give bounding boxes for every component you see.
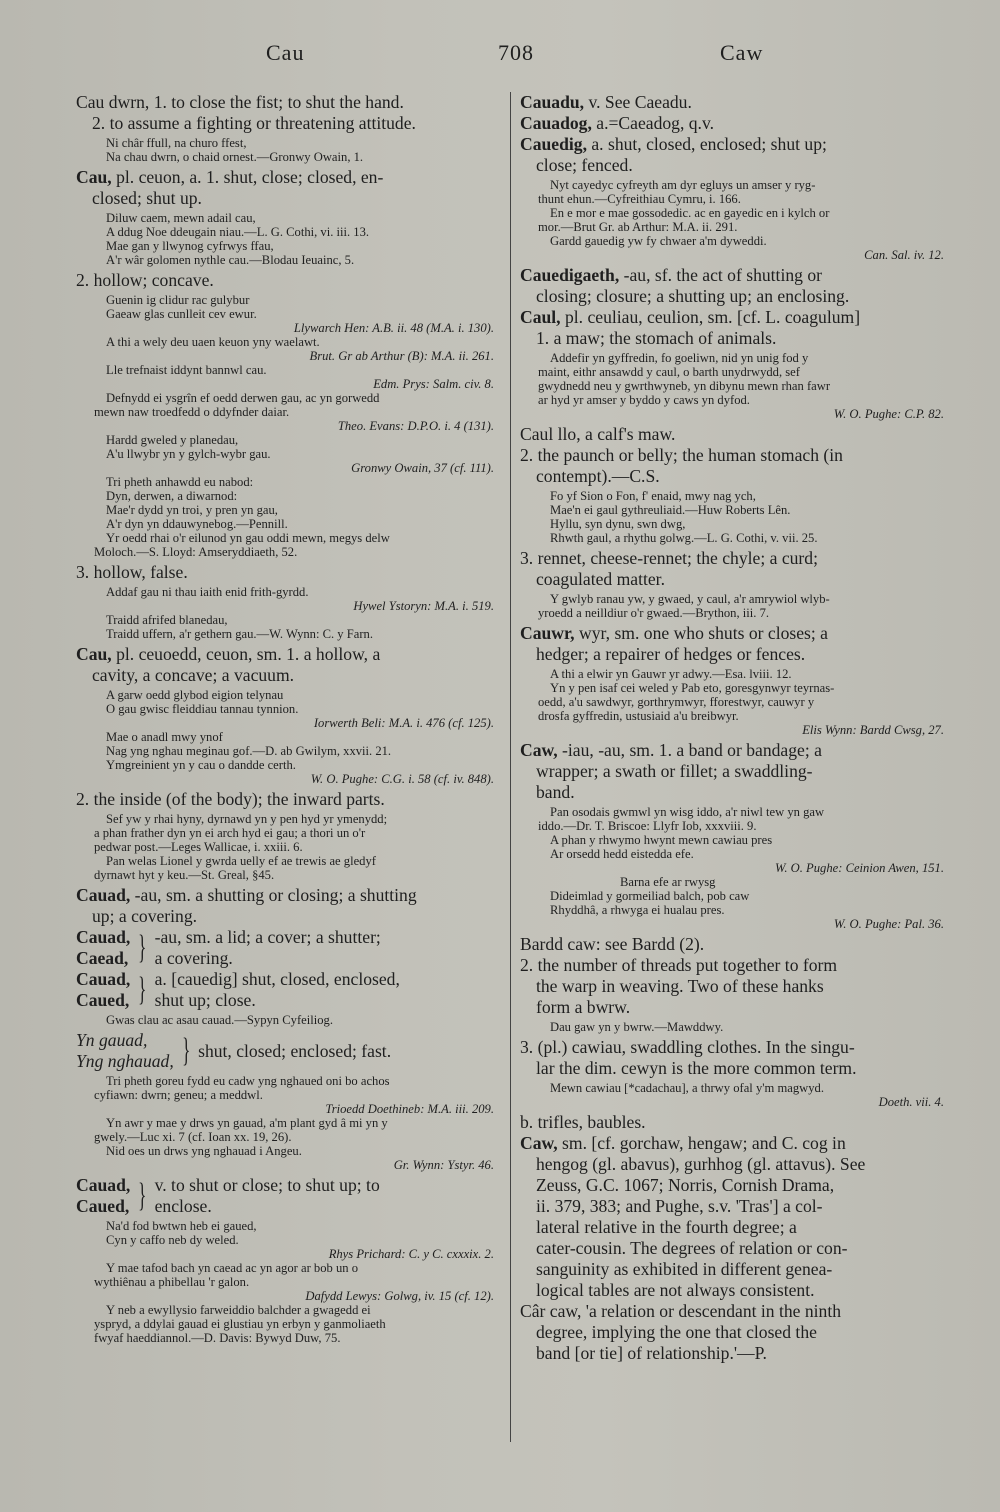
bracketed-headword: Yng nghauad,: [76, 1051, 174, 1071]
headword-entry-line: Cauedigaeth, -au, sf. the act of shutting or: [520, 265, 822, 285]
headword-entry-line: Cauedig, a. shut, closed, enclosed; shut up;: [520, 134, 827, 154]
definition-line: lateral relative in the fourth degree; a: [536, 1217, 797, 1237]
definition-line: 2. the paunch or belly; the human stomach (in: [520, 445, 843, 465]
citation-block: [520, 178, 952, 262]
citation-line: Yr oedd rhai o'r eilunod yn gau oddi mewn, megys delw: [106, 531, 390, 545]
citation-line: Cyn y caffo neb dy weled.: [106, 1233, 239, 1247]
headword-entry-line: Cauadu, v. See Caeadu.: [520, 92, 692, 112]
citation-line: Na chau dwrn, o chaid ornest.—Gronwy Owain, 1.: [106, 150, 364, 164]
citation-block: [520, 489, 952, 545]
definition-line: logical tables are not always consistent.: [536, 1280, 815, 1300]
citation-line: gwely.—Luc xi. 7 (cf. Ioan xx. 19, 26).: [94, 1130, 292, 1144]
citation-line: A ddug Noe ddeugain niau.—L. G. Cothi, vi. iii. 13.: [106, 225, 370, 239]
brace-mark: }: [138, 1177, 147, 1214]
citation-line: Yn y pen isaf cei weled y Pab eto, goresgynwyr teyrnas-: [550, 681, 835, 695]
citation-line: wythiênau a phibellau 'r galon.: [94, 1275, 250, 1289]
bracketed-headword: Caued,: [76, 990, 130, 1010]
citation-line: iddo.—Dr. T. Briscoe: Llyfr Iob, xxxviii. 9.: [538, 819, 757, 833]
citation-block: [520, 805, 952, 931]
citation-line: Ymgreinient yn y cau o dandde certh.: [106, 758, 296, 772]
bracketed-definition: enclose.: [154, 1196, 212, 1216]
headword-entry-line: Cauad, -au, sm. a shutting or closing; a shutting: [76, 885, 417, 905]
citation-source: Gr. Wynn: Ystyr. 46.: [393, 1158, 494, 1172]
page-number: 708: [498, 40, 534, 65]
citation-line: Tri pheth goreu fydd eu cadw yng nghaued oni bo achos: [106, 1074, 390, 1088]
citation-line: Mae'r dydd yn troi, y pren yn gau,: [106, 503, 278, 517]
citation-line: Ni châr ffull, na churo ffest,: [106, 136, 247, 150]
definition-line: 2. the inside (of the body); the inward parts.: [76, 789, 385, 809]
citation-block: [520, 667, 952, 737]
citation-block: [520, 351, 952, 421]
citation-line: Addefir yn gyffredin, fo goeliwn, nid yn unig fod y: [550, 351, 809, 365]
citation-line: drosfa gyffredin, ustusiaid a'u breibwyr.: [538, 709, 739, 723]
citation-source: Can. Sal. iv. 12.: [864, 248, 944, 262]
citation-line: Nag yng nghau meginau gof.—D. ab Gwilym, xxvii. 21.: [106, 744, 392, 758]
definition-line: 1. a maw; the stomach of animals.: [536, 328, 777, 348]
definition-line: Zeuss, G.C. 1067; Norris, Cornish Drama,: [536, 1175, 835, 1195]
citation-line: A'r wâr golomen nythle cau.—Blodau Ieuainc, 5.: [106, 253, 355, 267]
headword-entry-line: Cauadog, a.=Caeadog, q.v.: [520, 113, 714, 133]
citation-line: ar hyd yr amser y byddo y caws yn dyfod.: [538, 393, 750, 407]
citation-block: [520, 592, 952, 620]
citation-block: [76, 1074, 502, 1172]
bracketed-definition: a. [cauedig] shut, closed, enclosed,: [154, 969, 400, 989]
definition-line: up; a covering.: [92, 906, 198, 926]
definition-line: Bardd caw: see Bardd (2).: [520, 934, 705, 954]
citation-source: W. O. Pughe: C.G. i. 58 (cf. iv. 848).: [310, 772, 494, 786]
citation-line: Mae'n ei gaul gythreuliaid.—Huw Roberts Lên.: [550, 503, 791, 517]
column-divider: [510, 92, 511, 1442]
headword-entry-line: Caul, pl. ceuliau, ceulion, sm. [cf. L. coagulum]: [520, 307, 861, 327]
bracketed-headword: Caead,: [76, 948, 129, 968]
citation-source: Iorwerth Beli: M.A. i. 476 (cf. 125).: [313, 716, 494, 730]
header-right-guide-word: Caw: [720, 40, 764, 65]
citation-source: Rhys Prichard: C. y C. cxxxix. 2.: [328, 1247, 494, 1261]
definition-line: 3. hollow, false.: [76, 562, 188, 582]
citation-source: Doeth. vii. 4.: [878, 1095, 944, 1109]
bracketed-definition: shut up; close.: [154, 990, 256, 1010]
citation-line: Traidd afrifed blanedau,: [106, 613, 228, 627]
citation-block: [76, 136, 502, 164]
citation-line: mewn naw troedfedd o ddyfnder daiar.: [94, 405, 290, 419]
citation-source: Gronwy Owain, 37 (cf. 111).: [351, 461, 494, 475]
citation-line: A'r dyn yn ddauwynebog.—Pennill.: [106, 517, 288, 531]
definition-line: closing; closure; a shutting up; an enclosing.: [536, 286, 850, 306]
citation-block: [76, 812, 502, 882]
citation-line: Sef yw y rhai hyny, dyrnawd yn y pen hyd yr ymenydd;: [106, 812, 388, 826]
definition-line: sanguinity as exhibited in different genea-: [536, 1259, 833, 1279]
citation-line: Gwas clau ac asau cauad.—Sypyn Cyfeiliog.: [106, 1013, 333, 1027]
headword-entry-line: Cauwr, wyr, sm. one who shuts or closes; a: [520, 623, 828, 643]
citation-line: Mae gan y llwynog cyfrwys ffau,: [106, 239, 274, 253]
definition-line: band.: [536, 782, 575, 802]
citation-line: Pan osodais gwmwl yn wisg iddo, a'r niwl tew yn gaw: [550, 805, 825, 819]
citation-line: oedd, a'u sawdwyr, gorthrymwyr, fforestwyr, cauwyr y: [538, 695, 815, 709]
definition-line: hengog (gl. abavus), gurhhog (gl. attavus). See: [536, 1154, 866, 1174]
headword-entry-line: Caw, -iau, -au, sm. 1. a band or bandage; a: [520, 740, 822, 760]
citation-line: mor.—Brut Gr. ab Arthur: M.A. ii. 291.: [538, 220, 738, 234]
bracketed-definition: -au, sm. a lid; a cover; a shutter;: [154, 927, 381, 947]
citation-source: Theo. Evans: D.P.O. i. 4 (131).: [337, 419, 494, 433]
citation-line: Na'd fod bwtwn heb ei gaued,: [106, 1219, 257, 1233]
bracketed-headword-entry: [76, 1030, 502, 1072]
citation-line: Guenin ig clidur rac gulybur: [106, 293, 250, 307]
citation-source: Brut. Gr ab Arthur (B): M.A. ii. 261.: [309, 349, 494, 363]
citation-line: Y gwlyb ranau yw, y gwaed, y caul, a'r amrywiol wlyb-: [550, 592, 830, 606]
headword-entry-line: Cau, pl. ceuoedd, ceuon, sm. 1. a hollow, a: [76, 644, 381, 664]
brace-mark: }: [138, 971, 147, 1008]
citation-line: Nid oes un drws yng nghauad i Angeu.: [106, 1144, 302, 1158]
bracketed-definition: v. to shut or close; to shut up; to: [154, 1175, 380, 1195]
citation-line: Dyn, derwen, a diwarnod:: [106, 489, 238, 503]
definition-line: cater-cousin. The degrees of relation or con-: [536, 1238, 848, 1258]
citation-line: thunt ehun.—Cyfreithiau Cymru, i. 166.: [538, 192, 741, 206]
citation-line: dyrnawt hyt y keu.—St. Greal, §45.: [94, 868, 275, 882]
citation-line: A thi a elwir yn Gauwr yr adwy.—Esa. lviii. 12.: [550, 667, 792, 681]
citation-line: A phan y rhwymo hwynt mewn cawiau pres: [550, 833, 773, 847]
citation-line: Hyllu, syn dynu, swn dwg,: [550, 517, 686, 531]
definition-line: 2. hollow; concave.: [76, 270, 214, 290]
header-left-guide-word: Cau: [266, 40, 305, 65]
brace-mark: }: [138, 929, 147, 966]
citation-line: Dau gaw yn y bwrw.—Mawddwy.: [550, 1020, 724, 1034]
citation-line: a phan frather dyn yn ei arch hyd ei gau; a thori un o'r: [94, 826, 366, 840]
citation-line: Gaeaw glas cunlleit cev ewur.: [106, 307, 257, 321]
definition-line: the warp in weaving. Two of these hanks: [536, 976, 824, 996]
definition-line: 2. the number of threads put together to form: [520, 955, 838, 975]
bracketed-headword-entry: [76, 1175, 502, 1217]
citation-line: Moloch.—S. Lloyd: Amseryddiaeth, 52.: [94, 545, 298, 559]
citation-block: [76, 585, 502, 641]
citation-line: O gau gwisc fleiddiau tannau tynnion.: [106, 702, 299, 716]
citation-line: Mae o anadl mwy ynof: [106, 730, 223, 744]
citation-line: Rhwth gaul, a rhythu golwg.—L. G. Cothi, v. vii. 25.: [550, 531, 818, 545]
citation-block: [76, 688, 502, 786]
citation-line: Lle trefnaist iddynt bannwl cau.: [106, 363, 267, 377]
definition-line: b. trifles, baubles.: [520, 1112, 646, 1132]
bracketed-headword: Cauad,: [76, 969, 131, 989]
definition-line: closed; shut up.: [92, 188, 202, 208]
citation-line: pedwar post.—Leges Wallicae, i. xxiii. 6.: [94, 840, 303, 854]
citation-source: Trioedd Doethineb: M.A. iii. 209.: [325, 1102, 494, 1116]
definition-line: 3. rennet, cheese-rennet; the chyle; a curd;: [520, 548, 818, 568]
definition-line: Caul llo, a calf's maw.: [520, 424, 676, 444]
citation-line: maint, eithr ansawdd y caul, o barth unydrwydd, sef: [538, 365, 800, 379]
citation-line: Traidd uffern, a'r gethern gau.—W. Wynn: C. y Farn.: [106, 627, 373, 641]
citation-line: cyfiawn: dwrn; geneu; a meddwl.: [94, 1088, 263, 1102]
definition-line: coagulated matter.: [536, 569, 665, 589]
citation-line: Ar orsedd hedd eistedda efe.: [550, 847, 694, 861]
citation-line: Y neb a ewyllysio farweiddio balchder a gwagedd ei: [106, 1303, 371, 1317]
citation-source: W. O. Pughe: Ceinion Awen, 151.: [775, 861, 944, 875]
definition-line: close; fenced.: [536, 155, 633, 175]
citation-block: [76, 1013, 502, 1027]
bracketed-headword-entry: [76, 969, 502, 1011]
citation-line: A garw oedd glybod eigion telynau: [106, 688, 284, 702]
definition-line: lar the dim. cewyn is the more common term.: [536, 1058, 857, 1078]
citation-line: Diluw caem, mewn adail cau,: [106, 211, 256, 225]
citation-line: Hardd gweled y planedau,: [106, 433, 239, 447]
definition-line: 3. (pl.) cawiau, swaddling clothes. In the singu-: [520, 1037, 855, 1057]
definition-line: Cau dwrn, 1. to close the fist; to shut the hand.: [76, 92, 404, 112]
citation-line: yspryd, a ddylai gauad ei glustiau yn erbyn y ganmoliaeth: [94, 1317, 386, 1331]
citation-source: Elis Wynn: Bardd Cwsg, 27.: [802, 723, 944, 737]
citation-line: Addaf gau ni thau iaith enid frith-gyrdd.: [106, 585, 309, 599]
citation-line: Defnydd ei ysgrîn ef oedd derwen gau, ac yn gorwedd: [106, 391, 380, 405]
citation-line: Nyt cayedyc cyfreyth am dyr egluys un amser y ryg-: [550, 178, 816, 192]
citation-source: W. O. Pughe: C.P. 82.: [833, 407, 944, 421]
citation-line: Gardd gauedig yw fy chwaer a'm dyweddi.: [550, 234, 767, 248]
citation-line: Barna efe ar rwysg: [620, 875, 716, 889]
bracketed-definition: shut, closed; enclosed; fast.: [198, 1040, 392, 1061]
citation-line: Pan welas Lionel y gwrda uelly ef ae trewis ae gledyf: [106, 854, 376, 868]
citation-block: [76, 1219, 502, 1345]
citation-line: Dideimlad y gormeiliad balch, pob caw: [550, 889, 750, 903]
definition-line: hedger; a repairer of hedges or fences.: [536, 644, 806, 664]
definition-line: 2. to assume a fighting or threatening attitude.: [92, 113, 416, 133]
citation-source: Llywarch Hen: A.B. ii. 48 (M.A. i. 130).: [293, 321, 494, 335]
brace-mark: }: [181, 1032, 191, 1069]
citation-line: A thi a wely deu uaen keuon yny waelawt.: [106, 335, 320, 349]
bracketed-headword: Cauad,: [76, 927, 131, 947]
citation-line: Tri pheth anhawdd eu nabod:: [106, 475, 254, 489]
definition-line: cavity, a concave; a vacuum.: [92, 665, 295, 685]
citation-line: Y mae tafod bach yn caead ac yn agor ar bob un o: [106, 1261, 358, 1275]
definition-line: Câr caw, 'a relation or descendant in the ninth: [520, 1301, 842, 1321]
citation-line: A'u llwybr yn y gylch-wybr gau.: [106, 447, 271, 461]
bracketed-definition: a covering.: [154, 948, 233, 968]
bracketed-headword: Yn gauad,: [76, 1030, 148, 1050]
definition-line: form a bwrw.: [536, 997, 631, 1017]
definition-line: degree, implying the one that closed the: [536, 1322, 817, 1342]
citation-block: [520, 1020, 952, 1034]
left-column: [76, 92, 502, 1348]
citation-source: W. O. Pughe: Pal. 36.: [833, 917, 944, 931]
citation-block: [76, 293, 502, 559]
citation-block: [520, 1081, 952, 1109]
citation-line: Fo yf Sion o Fon, f' enaid, mwy nag ych,: [550, 489, 756, 503]
right-column: [520, 92, 952, 1364]
definition-line: ii. 379, 383; and Pughe, s.v. 'Tras'] a col-: [536, 1196, 823, 1216]
bracketed-headword: Caued,: [76, 1196, 130, 1216]
citation-line: Mewn cawiau [*cadachau], a thrwy ofal y'm magwyd.: [550, 1081, 824, 1095]
bracketed-headword: Cauad,: [76, 1175, 131, 1195]
citation-block: [76, 211, 502, 267]
definition-line: band [or tie] of relationship.'—P.: [536, 1343, 767, 1363]
citation-source: Dafydd Lewys: Golwg, iv. 15 (cf. 12).: [305, 1289, 494, 1303]
headword-entry-line: Cau, pl. ceuon, a. 1. shut, close; closed, en-: [76, 167, 384, 187]
citation-line: yroedd a neilldiur o'r gwaed.—Brython, iii. 7.: [538, 606, 770, 620]
running-head: [262, 40, 782, 80]
citation-line: Rhyddhâ, a rhwyga ei hualau pres.: [550, 903, 725, 917]
definition-line: wrapper; a swath or fillet; a swaddling-: [536, 761, 813, 781]
citation-line: fwyaf haeddiannol.—D. Davis: Bywyd Duw, 75.: [94, 1331, 341, 1345]
bracketed-headword-entry: [76, 927, 502, 969]
headword-entry-line: Caw, sm. [cf. gorchaw, hengaw; and C. cog in: [520, 1133, 846, 1153]
citation-line: gwydnedd neu y gwrthwyneb, yn dibynu mewn rhan fawr: [538, 379, 831, 393]
citation-line: En e mor e mae gossodedic. ac en gayedic en i kylch or: [550, 206, 830, 220]
citation-source: Edm. Prys: Salm. civ. 8.: [373, 377, 494, 391]
citation-line: Yn awr y mae y drws yn gauad, a'm plant gyd â mi yn y: [106, 1116, 388, 1130]
citation-source: Hywel Ystoryn: M.A. i. 519.: [353, 599, 494, 613]
definition-line: contempt).—C.S.: [536, 466, 660, 486]
